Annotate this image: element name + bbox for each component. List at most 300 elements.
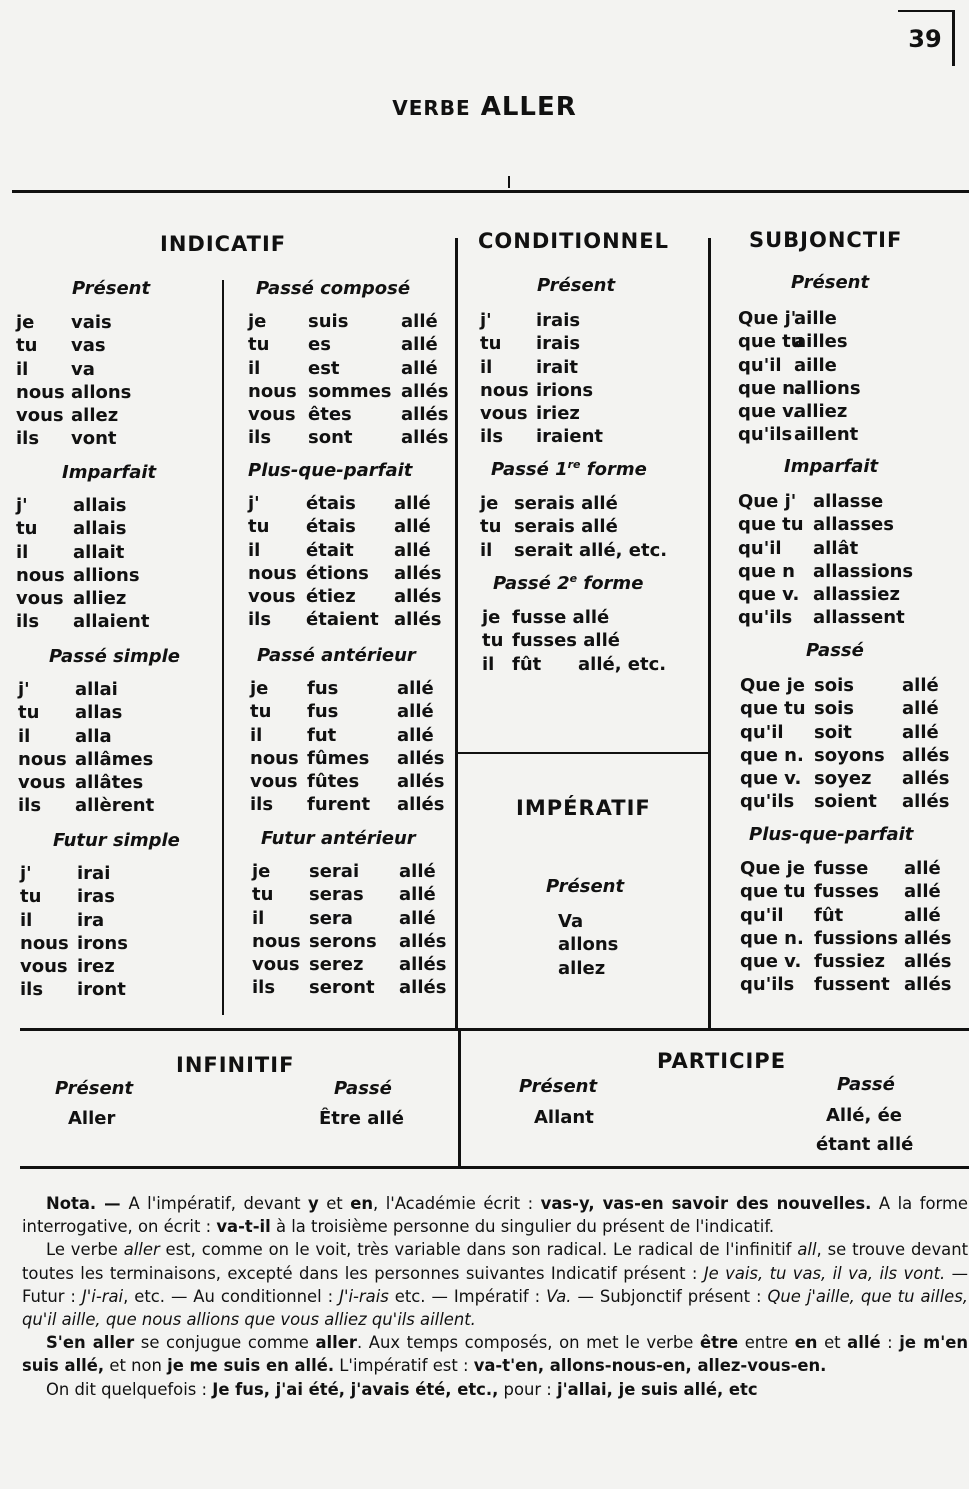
nota-text-run: J'i-rai [81, 1286, 124, 1306]
heading-subjonctif: SUBJONCTIF [749, 228, 903, 252]
pronoun: il [480, 356, 493, 378]
pronoun: je [252, 861, 271, 882]
verb-form: irai [77, 863, 111, 884]
conjugation-row [480, 332, 700, 355]
pronoun: vous [18, 772, 66, 794]
verb-form: serez [309, 954, 364, 976]
heading-indicatif: INDICATIF [160, 232, 287, 256]
participle: allés [397, 794, 445, 816]
nota-paragraph-2 [22, 1238, 968, 1331]
conjugation-row [738, 513, 963, 536]
conjugation-row [480, 356, 700, 379]
participle: allés [902, 768, 950, 790]
nota-text-run: S'en aller [46, 1333, 135, 1353]
nota-text-run: A l'impératif, devant [128, 1194, 309, 1213]
pronoun: vous [250, 771, 298, 793]
subjonctif-present-rows [738, 307, 963, 447]
verb-form: allait [73, 541, 125, 563]
verb-form: allais [73, 518, 127, 540]
indicatif-futur-simple-rows [20, 862, 220, 1002]
conjugation-row [20, 885, 220, 908]
indicatif-imparfait-rows [16, 494, 216, 634]
nota-text-run: en [350, 1194, 373, 1213]
verb-form: allai [75, 679, 118, 700]
verb-form: vais [71, 312, 112, 333]
verb-form: sois [814, 698, 854, 720]
conjugation-row [740, 721, 965, 744]
infinitif-passe-value: Être allé [319, 1108, 404, 1129]
pronoun: il [480, 539, 493, 561]
conditionnel-present-rows [480, 309, 700, 449]
conjugation-row [18, 678, 218, 701]
verb-form: êtes [308, 404, 352, 426]
indicatif-futur-anterieur-rows [252, 860, 457, 1000]
conjugation-row [250, 677, 455, 700]
nota-text-run: et non [104, 1356, 168, 1376]
pronoun: vous [480, 403, 528, 425]
pronoun: il [482, 653, 495, 675]
verb-form: fusse [814, 858, 869, 879]
conjugation-row [480, 492, 700, 515]
nota-text-run: je m'en suis allé, [22, 1333, 968, 1376]
conjugation-row [738, 583, 963, 606]
participle: allé [904, 881, 941, 903]
nota-text-run: en [794, 1333, 818, 1353]
conjugation-row [18, 771, 218, 794]
conjugation-row [738, 330, 963, 353]
participle: allés [399, 977, 447, 999]
conjugation-row [16, 610, 216, 633]
pronoun: ils [248, 427, 272, 449]
indicatif-passe-compose-rows [248, 310, 453, 450]
verb-form: iriez [536, 403, 580, 425]
nota-text-run: être [699, 1333, 739, 1353]
participle: allés [399, 930, 447, 952]
pronoun: tu [18, 702, 40, 724]
nota-text-run: — Subjonctif présent : [571, 1286, 768, 1306]
verb-form: soit [814, 721, 852, 743]
participle: allé [902, 675, 939, 696]
verb-form: suis [308, 311, 349, 332]
label-indicatif-imparfait: Imparfait [62, 462, 157, 483]
nota-text-run: je me suis en allé. [167, 1356, 335, 1376]
nota-text-run: L'impératif est : [334, 1356, 474, 1376]
pronoun: nous [16, 381, 65, 403]
pronoun: ils [248, 609, 272, 631]
pronoun: ils [480, 426, 504, 448]
label-subjonctif-passe: Passé [806, 640, 864, 661]
divider-conditionnel-subjonctif [708, 238, 711, 1028]
conjugation-row [738, 560, 963, 583]
conjugation-row [480, 425, 700, 448]
conjugation-row [740, 927, 965, 950]
top-rule [12, 190, 969, 193]
conjugation-row [248, 310, 453, 333]
pronoun: tu [16, 335, 38, 357]
conjugation-row [738, 490, 963, 513]
verb-form: sommes [308, 380, 392, 402]
verb-form: allions [73, 564, 140, 586]
heading-participe: PARTICIPE [657, 1049, 787, 1073]
nota-text-run: aller [315, 1333, 357, 1353]
conjugation-row [482, 606, 702, 629]
conjugation-row [738, 377, 963, 400]
pronoun: tu [20, 886, 42, 908]
participle: allé [397, 701, 434, 723]
participle: allé [397, 724, 434, 746]
participle: allés [902, 791, 950, 813]
conjugation-row [740, 674, 965, 697]
pronoun: nous [248, 380, 297, 402]
conjugation-row [740, 767, 965, 790]
pronoun: je [16, 312, 35, 333]
verb-form: es [308, 334, 331, 356]
participle: allé [902, 698, 939, 720]
verb-form: allasse [813, 491, 884, 512]
nota-text-run: est, comme on le voit, très variable dans son radical. Le radical de l'infinitif [159, 1240, 798, 1260]
nota-text-run: allé [847, 1333, 881, 1353]
participle: allés [397, 747, 445, 769]
conjugation-row [18, 794, 218, 817]
pronoun: ils [16, 428, 40, 450]
pronoun: nous [480, 379, 529, 401]
participle: allé [401, 334, 438, 356]
pronoun: que v. [740, 951, 802, 973]
conjugation-row [248, 333, 453, 356]
imperatif-form: allez [558, 957, 606, 979]
verb-form: iras [77, 886, 115, 908]
indicatif-present-rows [16, 311, 216, 451]
subjonctif-imparfait-rows [738, 490, 963, 630]
label-infinitif-present: Présent [55, 1078, 134, 1099]
participle: allés [401, 380, 449, 402]
verb-form: fût [512, 653, 542, 675]
verb-form: seras [309, 884, 364, 906]
nota-text-run: etc. — Impératif : [388, 1286, 547, 1306]
verb-form: fussiez [814, 951, 885, 973]
verb-form: soyons [814, 744, 885, 766]
conjugation-row [248, 562, 453, 585]
divider-imperatif [458, 752, 710, 754]
pronoun: que tu [738, 331, 804, 353]
participle: allé [401, 357, 438, 379]
imperatif-form: Va [558, 911, 584, 932]
conjugation-row [482, 629, 702, 652]
verb-form: sois [814, 675, 854, 696]
verb-form: est [308, 357, 340, 379]
conjugation-row [18, 748, 218, 771]
nota-text-run: , etc. — Au conditionnel : [123, 1286, 340, 1306]
subjonctif-passe-rows [740, 674, 965, 814]
nota-text-run: On dit quelquefois : [46, 1379, 213, 1399]
participle: allés [904, 974, 952, 996]
verb-form: aille [794, 354, 837, 376]
nota-text-run: vas-y, vas-en savoir des nouvelles. [540, 1194, 872, 1213]
verb-form: seront [309, 977, 375, 999]
pronoun: vous [248, 586, 296, 608]
verb-form: soient [814, 791, 877, 813]
pronoun: tu [250, 701, 272, 723]
conjugation-row [480, 379, 700, 402]
pronoun: tu [252, 884, 274, 906]
title-verb: ALLER [480, 92, 577, 122]
conjugation-row [738, 400, 963, 423]
verb-form: étions [306, 562, 369, 584]
pronoun: vous [16, 588, 64, 610]
verb-form: serais allé [514, 516, 618, 538]
verb-form: serai [309, 861, 360, 882]
conjugation-row [250, 793, 455, 816]
verb-form: fusses [814, 881, 879, 903]
nota-text-run: all [797, 1240, 817, 1260]
indicatif-passe-simple-rows [18, 678, 218, 818]
nota-paragraph-3 [22, 1331, 968, 1377]
label-subjonctif-imparfait: Imparfait [784, 456, 879, 477]
conjugation-row [16, 404, 216, 427]
participle: allé [394, 539, 431, 561]
conjugation-row [16, 541, 216, 564]
conjugation-row [252, 907, 457, 930]
pronoun: que v. [740, 768, 802, 790]
participe-passe-value-1: Allé, ée [826, 1105, 902, 1126]
conjugation-row [16, 517, 216, 540]
participle: allés [394, 609, 442, 631]
verb-form: fut [307, 724, 337, 746]
pronoun: tu [480, 333, 502, 355]
label-passe-2-end: forme [577, 573, 644, 594]
label-participe-passe: Passé [837, 1074, 895, 1095]
verb-form: fût [814, 904, 844, 926]
bottom-rule [20, 1166, 969, 1169]
pronoun: nous [252, 930, 301, 952]
conjugation-row [16, 381, 216, 404]
verb-form: était [306, 539, 354, 561]
participle: allés [394, 562, 442, 584]
participle: allé [902, 721, 939, 743]
verb-form: irait [536, 356, 578, 378]
conjugation-row [482, 653, 702, 676]
conjugation-row [20, 862, 220, 885]
title-prefix: VERBE [392, 96, 471, 120]
nota-paragraph-1 [22, 1192, 968, 1238]
heading-imperatif: IMPÉRATIF [516, 796, 651, 820]
conjugation-row [248, 380, 453, 403]
verb-form: irons [77, 932, 128, 954]
verb-form: vont [71, 428, 117, 450]
pronoun: qu'ils [740, 974, 795, 996]
participle: allé [904, 904, 941, 926]
verb-form: fus [307, 701, 339, 723]
label-infinitif-passe: Passé [334, 1078, 392, 1099]
participle: allés [904, 951, 952, 973]
conjugation-row [740, 950, 965, 973]
pronoun: ils [250, 794, 274, 816]
participle: allé [394, 516, 431, 538]
pronoun: que n. [740, 744, 804, 766]
conjugation-row [738, 307, 963, 330]
pronoun: je [250, 678, 269, 699]
conjugation-row [16, 494, 216, 517]
conjugation-row [740, 744, 965, 767]
pronoun: j' [16, 495, 28, 516]
pronoun: que n [738, 560, 795, 582]
pronoun: Que je [740, 858, 805, 879]
label-passe-2e-forme [493, 572, 643, 594]
verb-form: fusse allé [512, 607, 610, 628]
conjugation-row [738, 354, 963, 377]
conjugation-row [18, 725, 218, 748]
participle: allés [399, 954, 447, 976]
pronoun: ils [18, 795, 42, 817]
pronoun: j' [248, 493, 260, 514]
pronoun: il [248, 357, 261, 379]
participle: allé [394, 493, 431, 514]
pronoun: qu'ils [738, 424, 793, 446]
nota-text-run: Nota. — [46, 1194, 129, 1213]
verb-form: fussent [814, 974, 890, 996]
label-passe-1-sup: re [567, 458, 581, 471]
verb-form: allais [73, 495, 127, 516]
verb-form: allassions [813, 560, 914, 582]
mid-rule [20, 1028, 969, 1031]
label-futur-anterieur: Futur antérieur [261, 828, 416, 849]
participe-passe-value-2: étant allé [816, 1134, 914, 1155]
verb-form: étais [306, 493, 356, 514]
conjugation-row [248, 403, 453, 426]
conjugation-row [740, 904, 965, 927]
pronoun: il [18, 725, 31, 747]
label-passe-anterieur: Passé antérieur [257, 645, 416, 666]
conjugation-row [16, 311, 216, 334]
label-participe-present: Présent [519, 1076, 598, 1097]
participle: allé, etc. [578, 653, 667, 675]
pronoun: nous [16, 564, 65, 586]
conjugation-row [248, 357, 453, 380]
conjugation-row [250, 724, 455, 747]
conjugation-row [740, 790, 965, 813]
verb-form: vas [71, 335, 106, 357]
verb-form: allassiez [813, 584, 900, 606]
pronoun: tu [482, 630, 504, 652]
nota-text-run: : [880, 1333, 900, 1353]
nota-text-run: va-t'en, allons-nous-en, allez-vous-en. [473, 1356, 827, 1376]
conjugation-row [16, 564, 216, 587]
verb-form: allassent [813, 607, 905, 629]
pronoun: qu'il [740, 721, 784, 743]
divider-indicatif-columns [222, 280, 224, 1015]
label-passe-1-end: forme [580, 459, 647, 480]
divider-infinitif-participe [458, 1030, 461, 1168]
conjugation-row [480, 539, 700, 562]
participle: allé [399, 884, 436, 906]
verb-form: va [71, 358, 95, 380]
conjugation-row [252, 976, 457, 999]
verb-form: fussions [814, 927, 899, 949]
conjugation-row [20, 955, 220, 978]
pronoun: j' [480, 310, 492, 331]
pronoun: j' [18, 679, 30, 700]
participle: allé [397, 678, 434, 699]
verb-form: irais [536, 310, 581, 331]
verb-form: serons [309, 930, 377, 952]
pronoun: tu [248, 516, 270, 538]
conjugation-row [250, 747, 455, 770]
verb-form: alliez [794, 401, 848, 423]
verb-form: fusses allé [512, 630, 620, 652]
conjugation-row [252, 953, 457, 976]
nota-paragraph-4 [22, 1378, 968, 1401]
label-passe-compose: Passé composé [256, 278, 411, 299]
imperatif-form: allons [558, 934, 619, 956]
pronoun: nous [248, 562, 297, 584]
verb-form: furent [307, 794, 371, 816]
pronoun: Que j' [738, 308, 797, 329]
verb-form: étais [306, 516, 356, 538]
pronoun: que tu [738, 514, 804, 536]
verb-form: irez [77, 956, 115, 978]
conjugation-row [480, 515, 700, 538]
nota-text-run: j'allai, je suis allé, etc [557, 1379, 758, 1399]
label-passe-simple: Passé simple [49, 646, 180, 667]
nota-text-run: entre [738, 1333, 795, 1353]
verb-form: aille [794, 308, 837, 329]
pronoun: nous [20, 932, 69, 954]
nota-text-run: Je fus, j'ai été, j'avais été, etc., [212, 1379, 499, 1399]
label-imperatif-present: Présent [546, 876, 625, 897]
verb-form: aillent [794, 424, 859, 446]
nota-text-run: Le verbe [46, 1240, 124, 1260]
conjugation-row [252, 883, 457, 906]
verb-form: alliez [73, 588, 127, 610]
nota-text-run: à la troisième personne du singulier du présent de l'indicatif. [270, 1217, 775, 1237]
verb-form: allât [813, 537, 859, 559]
nota-block [22, 1192, 968, 1401]
indicatif-plus-que-parfait-rows [248, 492, 453, 632]
pronoun: ils [16, 611, 40, 633]
pronoun: vous [248, 404, 296, 426]
nota-text-run: J'i-rais [339, 1286, 389, 1306]
nota-text-run: Va. [546, 1286, 572, 1306]
nota-text-run: Je vais, tu vas, il va, ils vont. [703, 1263, 946, 1283]
conjugation-row [20, 909, 220, 932]
conjugation-row [248, 492, 453, 515]
conjugation-row [738, 606, 963, 629]
pronoun: il [250, 724, 263, 746]
pronoun: ils [20, 979, 44, 1001]
pronoun: je [480, 493, 499, 514]
verb-form: étiez [306, 586, 356, 608]
pronoun: il [16, 541, 29, 563]
conjugation-row [738, 537, 963, 560]
pronoun: il [252, 907, 265, 929]
nota-text-run: , l'Académie écrit : [373, 1194, 541, 1213]
verb-form: fus [307, 678, 339, 699]
indicatif-passe-anterieur-rows [250, 677, 455, 817]
nota-text-run: et [817, 1333, 848, 1353]
page-title [0, 92, 969, 122]
pronoun: vous [252, 954, 300, 976]
conjugation-row [18, 701, 218, 724]
conjugation-row [16, 334, 216, 357]
pronoun: je [248, 311, 267, 332]
verb-form: iraient [536, 426, 603, 448]
pronoun: vous [20, 956, 68, 978]
conjugation-row [248, 426, 453, 449]
label-conditionnel-present: Présent [537, 275, 616, 296]
label-passe-1re-forme [491, 458, 647, 480]
verb-form: allas [75, 702, 123, 724]
conjugation-row [248, 539, 453, 562]
